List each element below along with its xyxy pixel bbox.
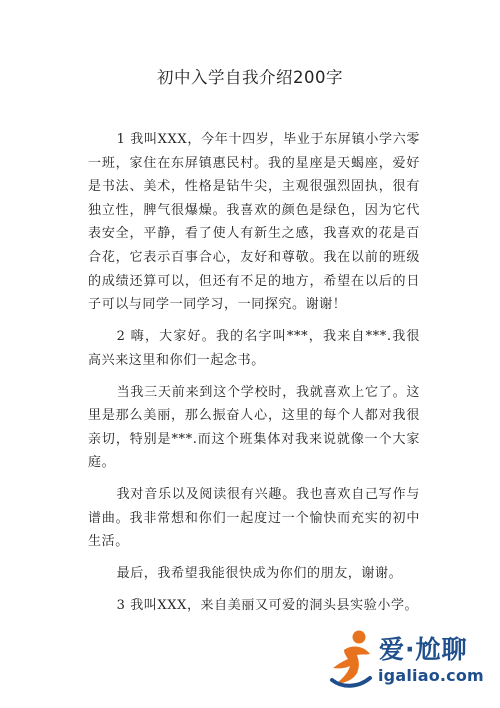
document-title: 初中入学自我介绍200字 [157, 68, 343, 87]
paragraph-4: 我对音乐以及阅读很有兴趣。我也喜欢自己写作与谱曲。我非常想和你们一起度过一个愉快而充实的初中生活。 [88, 487, 420, 550]
site-watermark [326, 626, 486, 696]
paragraph-3: 当我三天前来到这个学校时，我就喜欢上它了。这里是那么美丽，那么振奋人心，这里的每个人都对我很亲切，特别是***.而这个班集体对我来说就像一个大家庭。 [88, 384, 420, 471]
document-body [88, 128, 420, 618]
watermark-name: 爱·尬聊 [379, 635, 468, 664]
watermark-domain: igaliao.com [378, 666, 484, 685]
paragraph-5: 最后，我希望我能很快成为你们的朋友，谢谢。 [116, 566, 403, 582]
paragraph-2: 2 嗨，大家好。我的名字叫***，我来自***.我很高兴来这里和你们一起念书。 [88, 329, 420, 368]
paragraph-1: 1 我叫XXX，今年十四岁，毕业于东屏镇小学六零一班，家住在东屏镇惠民村。我的星座是天蝎座，爱好是书法、美术，性格是钻牛尖，主观很强烈固执，很有独立性，脾气很爆燥。我喜欢的颜色是绿色，因为它代表安全，平静，看了使人有新生之感，我喜欢的花是百合花，它表示百事合心，友好和尊敬。我在以前的班级的成绩还算可以，但还有不足的地方，希望在以后的日子可以与同学一同学习，一同探究。谢谢！ [88, 132, 420, 313]
running-figure-logo-icon [326, 628, 380, 690]
paragraph-6: 3 我叫XXX，来自美丽又可爱的洞头县实验小学。 [116, 598, 419, 614]
